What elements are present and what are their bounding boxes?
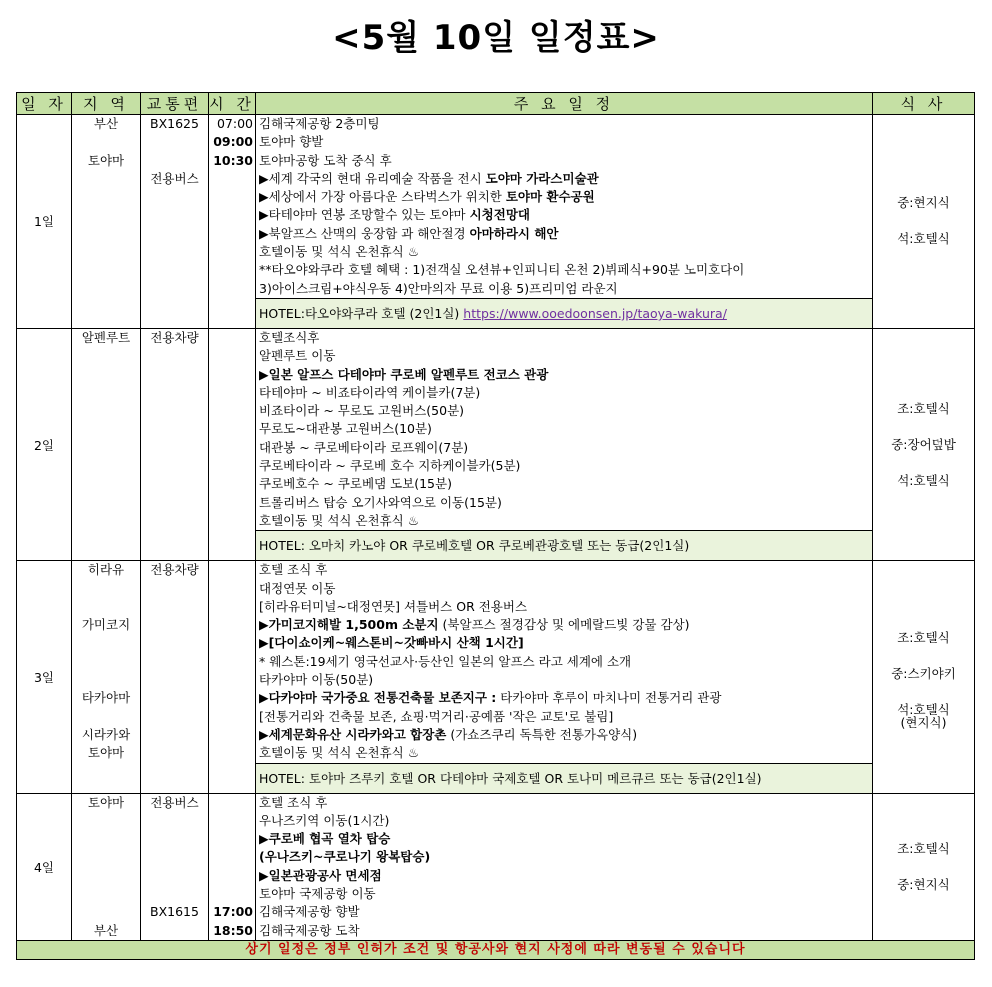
day-label: 3일 — [17, 561, 72, 793]
place — [72, 653, 140, 671]
place — [72, 225, 140, 243]
place — [72, 598, 140, 616]
header-place: 지 역 — [72, 93, 141, 115]
time — [209, 420, 253, 438]
meal-cell — [873, 328, 975, 560]
time: 09:00 — [213, 134, 253, 150]
place — [72, 708, 140, 726]
place — [72, 420, 140, 438]
time — [209, 475, 253, 493]
time — [209, 243, 253, 261]
transport — [141, 420, 208, 438]
place: 토야마 — [87, 152, 125, 168]
place — [72, 366, 140, 384]
time — [209, 439, 253, 457]
transport — [141, 812, 208, 830]
place — [72, 439, 140, 457]
footer-row — [17, 940, 975, 959]
meal-item: 중:현지식 — [897, 876, 950, 892]
transport — [141, 475, 208, 493]
transport: 전용차량 — [150, 329, 199, 345]
meal-item: 석:호텔식 — [897, 472, 950, 488]
schedule-text: [히라유터미널~대정연못] 셔틀버스 OR 전용버스 — [259, 598, 528, 614]
header-time: 시 간 — [209, 93, 256, 115]
place — [72, 512, 140, 530]
schedule-text: (북알프스 절경감상 및 에메랄드빛 강물 감상) — [438, 617, 690, 633]
footer-note: 상기 일정은 정부 인허가 조건 및 항공사와 현지 사정에 따라 변동될 수 있습니다 — [17, 940, 975, 959]
transport: BX1625 — [150, 116, 199, 131]
time — [209, 794, 253, 812]
transport — [141, 457, 208, 475]
schedule-line — [259, 170, 872, 188]
place — [72, 188, 140, 206]
place: 시라카와 — [81, 726, 131, 742]
transport — [141, 708, 208, 726]
time — [209, 598, 253, 616]
schedule-line — [259, 867, 872, 885]
schedule-text: * 웨스톤:19세기 영국선교사·등산인 일본의 알프스 라고 세계에 소개 — [259, 653, 632, 669]
transport — [141, 848, 208, 866]
transport — [141, 867, 208, 885]
schedule-line — [259, 402, 872, 420]
time — [209, 708, 253, 726]
time — [209, 512, 253, 530]
schedule-line — [259, 329, 872, 347]
transport: 전용버스 — [150, 794, 199, 810]
transport — [141, 922, 208, 940]
place-cell — [72, 793, 141, 940]
hotel-info — [256, 298, 872, 328]
time — [209, 225, 253, 243]
transport — [141, 261, 208, 279]
schedule-line — [259, 152, 872, 170]
schedule-text: 호텔이동 및 석식 온천휴식 ♨ — [259, 745, 419, 761]
transport — [141, 598, 208, 616]
hotel-text: HOTEL:타오야와쿠라 호텔 (2인1실) — [259, 305, 460, 321]
transport — [141, 384, 208, 402]
schedule-cell — [256, 793, 873, 940]
schedule-line — [259, 475, 872, 493]
transport — [141, 653, 208, 671]
schedule-text: (우나즈키~쿠로나기 왕복탑승) — [259, 849, 431, 865]
time — [209, 384, 253, 402]
place — [72, 170, 140, 188]
time — [209, 206, 253, 224]
schedule-text: 김해국제공항 향발 — [259, 904, 360, 920]
place — [72, 885, 140, 903]
meal-cell — [873, 115, 975, 329]
time — [209, 280, 253, 298]
transport — [141, 494, 208, 512]
transport — [141, 726, 208, 744]
schedule-text: 토야마 향발 — [259, 134, 324, 150]
schedule-text: **타오야와쿠라 호텔 혜택 : 1)전객실 오션뷰+인피니티 온천 2)뷔페식+90분 노미호다이 — [259, 262, 745, 278]
schedule-line — [259, 494, 872, 512]
place — [72, 347, 140, 365]
time-cell — [209, 793, 256, 940]
place: 부산 — [93, 116, 119, 131]
transport — [141, 885, 208, 903]
transport: 전용버스 — [150, 170, 199, 186]
schedule-line — [259, 512, 872, 530]
time — [209, 671, 253, 689]
place — [72, 261, 140, 279]
time — [209, 561, 253, 579]
schedule-text: 트롤리버스 탑승 오기사와역으로 이동(15분) — [259, 494, 502, 510]
schedule-text: 타카야마 이동(50분) — [259, 672, 374, 688]
place — [72, 634, 140, 652]
meal-item: 조:호텔식 — [897, 400, 950, 416]
transport — [141, 634, 208, 652]
place: 알펜루트 — [81, 329, 131, 345]
meal-cell — [873, 561, 975, 793]
schedule-line — [259, 726, 872, 744]
transport — [141, 439, 208, 457]
transport — [141, 225, 208, 243]
schedule-text: ▶일본 알프스 다테야마 쿠로베 알펜루트 전코스 관광 — [259, 366, 549, 382]
time — [209, 170, 253, 188]
schedule-text: 3)아이스크림+야식우동 4)안마의자 무료 이용 5)프리미엄 라운지 — [259, 280, 618, 296]
schedule-line — [259, 794, 872, 812]
schedule-line — [259, 598, 872, 616]
meal-item: 조:호텔식 — [897, 629, 950, 645]
place — [72, 848, 140, 866]
transport — [141, 402, 208, 420]
time — [209, 830, 253, 848]
place — [72, 867, 140, 885]
time-cell — [209, 328, 256, 560]
transport — [141, 188, 208, 206]
time — [209, 744, 253, 762]
header-meal: 식 사 — [873, 93, 975, 115]
schedule-text: ▶세계 각국의 현대 유리예술 작품을 전시 — [259, 170, 486, 186]
place — [72, 384, 140, 402]
time-cell — [209, 115, 256, 329]
schedule-line — [259, 280, 872, 298]
schedule-line — [259, 561, 872, 579]
header-schedule: 주 요 일 정 — [256, 93, 873, 115]
schedule-line — [259, 384, 872, 402]
schedule-text: ▶[다이쇼이케~웨스톤비~갓빠바시 산책 1시간] — [259, 635, 524, 651]
place — [72, 133, 140, 151]
place-cell — [72, 561, 141, 793]
schedule-line — [259, 708, 872, 726]
place: 타카야마 — [81, 690, 131, 706]
day-label: 4일 — [17, 793, 72, 940]
schedule-line — [259, 206, 872, 224]
schedule-line — [259, 689, 872, 707]
transport — [141, 512, 208, 530]
schedule-text: 호텔 조식 후 — [259, 794, 328, 810]
schedule-text: 호텔 조식 후 — [259, 562, 328, 578]
time — [209, 329, 253, 347]
header-row — [17, 93, 975, 115]
transport-cell — [141, 561, 209, 793]
schedule-line — [259, 115, 872, 133]
place-cell — [72, 328, 141, 560]
schedule-text: 도야마 가라스미술관 — [485, 170, 599, 186]
place — [72, 206, 140, 224]
transport: 전용차량 — [150, 562, 199, 578]
schedule-text: ▶타테야마 연봉 조망할수 있는 토야마 — [259, 207, 470, 223]
transport: BX1615 — [150, 904, 199, 920]
place — [72, 280, 140, 298]
schedule-text: 무로도~대관봉 고원버스(10분) — [259, 421, 432, 437]
schedule-text: ▶세계문화유산 시라카와고 합장촌 — [259, 726, 447, 742]
schedule-text: 토야마공항 도착 중식 후 — [259, 152, 392, 168]
schedule-line — [259, 634, 872, 652]
transport — [141, 671, 208, 689]
time — [209, 653, 253, 671]
transport — [141, 616, 208, 634]
schedule-line — [259, 420, 872, 438]
schedule-text: 타카야마 후루이 마치나미 전통거리 관광 — [496, 690, 722, 706]
schedule-line — [259, 671, 872, 689]
schedule-line — [259, 243, 872, 261]
hotel-link[interactable]: https://www.ooedoonsen.jp/taoya-wakura/ — [463, 305, 727, 321]
place — [72, 580, 140, 598]
schedule-text: 대관봉 ~ 쿠로베타이라 로프웨이(7분) — [259, 439, 469, 455]
transport-cell — [141, 793, 209, 940]
schedule-line — [259, 261, 872, 279]
schedule-text: ▶쿠로베 협곡 열차 탑승 — [259, 831, 391, 847]
schedule-line — [259, 903, 872, 921]
time — [209, 726, 253, 744]
day-row — [17, 793, 975, 940]
schedule-text: ▶가미코지해발 1,500m 소분지 — [259, 617, 439, 633]
transport — [141, 206, 208, 224]
schedule-line — [259, 366, 872, 384]
schedule-text: [전통거리와 건축물 보존, 쇼핑·먹거리·공예품 '작은 교토'로 불림] — [259, 708, 614, 724]
place — [72, 812, 140, 830]
meal-item: 석:호텔식 — [897, 231, 950, 247]
place — [72, 494, 140, 512]
time: 18:50 — [213, 922, 253, 938]
schedule-cell — [256, 328, 873, 560]
schedule-text: (가쇼즈쿠리 독특한 전통가옥양식) — [446, 726, 638, 742]
place — [72, 457, 140, 475]
schedule-text: ▶다카야마 국가중요 전통건축물 보존지구 : — [259, 690, 497, 706]
schedule-text: 우나즈키역 이동(1시간) — [259, 812, 390, 828]
time — [209, 848, 253, 866]
place: 히라유 — [87, 562, 125, 578]
time — [209, 366, 253, 384]
schedule-line — [259, 457, 872, 475]
schedule-text: 쿠로베타이라 ~ 쿠로베 호수 지하케이블카(5분) — [259, 458, 521, 474]
transport — [141, 133, 208, 151]
transport — [141, 830, 208, 848]
schedule-text: ▶북알프스 산맥의 웅장함 과 해안절경 — [259, 225, 470, 241]
schedule-cell — [256, 561, 873, 793]
schedule-line — [259, 830, 872, 848]
place — [72, 830, 140, 848]
place — [72, 243, 140, 261]
place: 토야마 — [87, 745, 125, 761]
transport — [141, 744, 208, 762]
time-cell — [209, 561, 256, 793]
page-title: <5월 10일 일정표> — [332, 18, 660, 58]
schedule-text: 아마하라시 해안 — [469, 225, 559, 241]
time — [209, 812, 253, 830]
schedule-line — [259, 922, 872, 940]
schedule-text: 비죠타이라 ~ 무로도 고원버스(50분) — [259, 403, 465, 419]
place: 가미코지 — [81, 617, 131, 633]
schedule-line — [259, 439, 872, 457]
schedule-text: 쿠로베호수 ~ 쿠로베댐 도보(15분) — [259, 476, 452, 492]
schedule-text: ▶일본관광공사 면세점 — [259, 867, 382, 883]
time — [209, 580, 253, 598]
meal-item: 석:호텔식 — [897, 701, 950, 717]
day-row — [17, 561, 975, 793]
schedule-text: 토야마 국제공항 이동 — [259, 885, 376, 901]
schedule-line — [259, 580, 872, 598]
hotel-info — [256, 763, 872, 793]
meal-item: 조:호텔식 — [897, 840, 950, 856]
schedule-text: 시청전망대 — [469, 207, 530, 223]
hotel-text: HOTEL: 토야마 즈루키 호텔 OR 다테야마 국제호텔 OR 토나미 메르큐르 또는 동급(2인1실) — [259, 770, 762, 786]
schedule-text: 김해국제공항 2층미팅 — [259, 116, 380, 131]
time — [209, 402, 253, 420]
transport — [141, 366, 208, 384]
time: 10:30 — [213, 152, 253, 168]
schedule-text: 호텔이동 및 석식 온천휴식 ♨ — [259, 244, 419, 260]
schedule-line — [259, 885, 872, 903]
schedule-line — [259, 653, 872, 671]
day-label: 1일 — [17, 115, 72, 329]
transport — [141, 152, 208, 170]
schedule-text: ▶세상에서 가장 아름다운 스타벅스가 위치한 — [259, 189, 506, 205]
place — [72, 402, 140, 420]
time — [209, 867, 253, 885]
header-day: 일 자 — [17, 93, 72, 115]
day-row — [17, 115, 975, 329]
meal-item: 중:스키야키 — [891, 665, 956, 681]
place — [72, 903, 140, 921]
schedule-line — [259, 616, 872, 634]
schedule-line — [259, 744, 872, 762]
schedule-line — [259, 188, 872, 206]
schedule-text: 호텔이동 및 석식 온천휴식 ♨ — [259, 512, 419, 528]
time — [209, 634, 253, 652]
time — [209, 885, 253, 903]
schedule-text: 토야마 환수공원 — [505, 189, 595, 205]
place-cell — [72, 115, 141, 329]
place: 부산 — [93, 922, 119, 938]
meal-item: 중:현지식 — [897, 195, 950, 211]
time — [209, 457, 253, 475]
schedule-line — [259, 812, 872, 830]
hotel-text: HOTEL: 오마치 카노야 OR 쿠로베호텔 OR 쿠로베관광호텔 또는 동급(2인1실) — [259, 538, 690, 554]
transport — [141, 243, 208, 261]
meal-item: 중:장어덮밥 — [891, 436, 956, 452]
time — [209, 689, 253, 707]
schedule-text: 대정연못 이동 — [259, 580, 336, 596]
meal-cell — [873, 793, 975, 940]
schedule-line — [259, 133, 872, 151]
time — [209, 188, 253, 206]
transport — [141, 580, 208, 598]
time — [209, 261, 253, 279]
time — [209, 494, 253, 512]
schedule-text: 타테야마 ~ 비죠타이라역 케이블카(7분) — [259, 384, 481, 400]
place — [72, 671, 140, 689]
header-transport: 교통편 — [141, 93, 209, 115]
place: 토야마 — [87, 794, 125, 810]
schedule-text: 김해국제공항 도착 — [259, 922, 360, 938]
day-label: 2일 — [17, 328, 72, 560]
day-row — [17, 328, 975, 560]
schedule-line — [259, 848, 872, 866]
transport-cell — [141, 115, 209, 329]
time: 17:00 — [213, 904, 253, 920]
transport — [141, 347, 208, 365]
schedule-table — [16, 92, 975, 960]
time — [209, 616, 253, 634]
place — [72, 475, 140, 493]
transport — [141, 689, 208, 707]
schedule-text: 호텔조식후 — [259, 329, 320, 345]
time — [209, 347, 253, 365]
schedule-line — [259, 225, 872, 243]
schedule-text: 알펜루트 이동 — [259, 348, 336, 364]
meal-item: (현지식) — [900, 714, 947, 730]
hotel-info — [256, 530, 872, 560]
transport-cell — [141, 328, 209, 560]
time: 07:00 — [216, 116, 253, 131]
transport — [141, 280, 208, 298]
schedule-cell — [256, 115, 873, 329]
schedule-line — [259, 347, 872, 365]
